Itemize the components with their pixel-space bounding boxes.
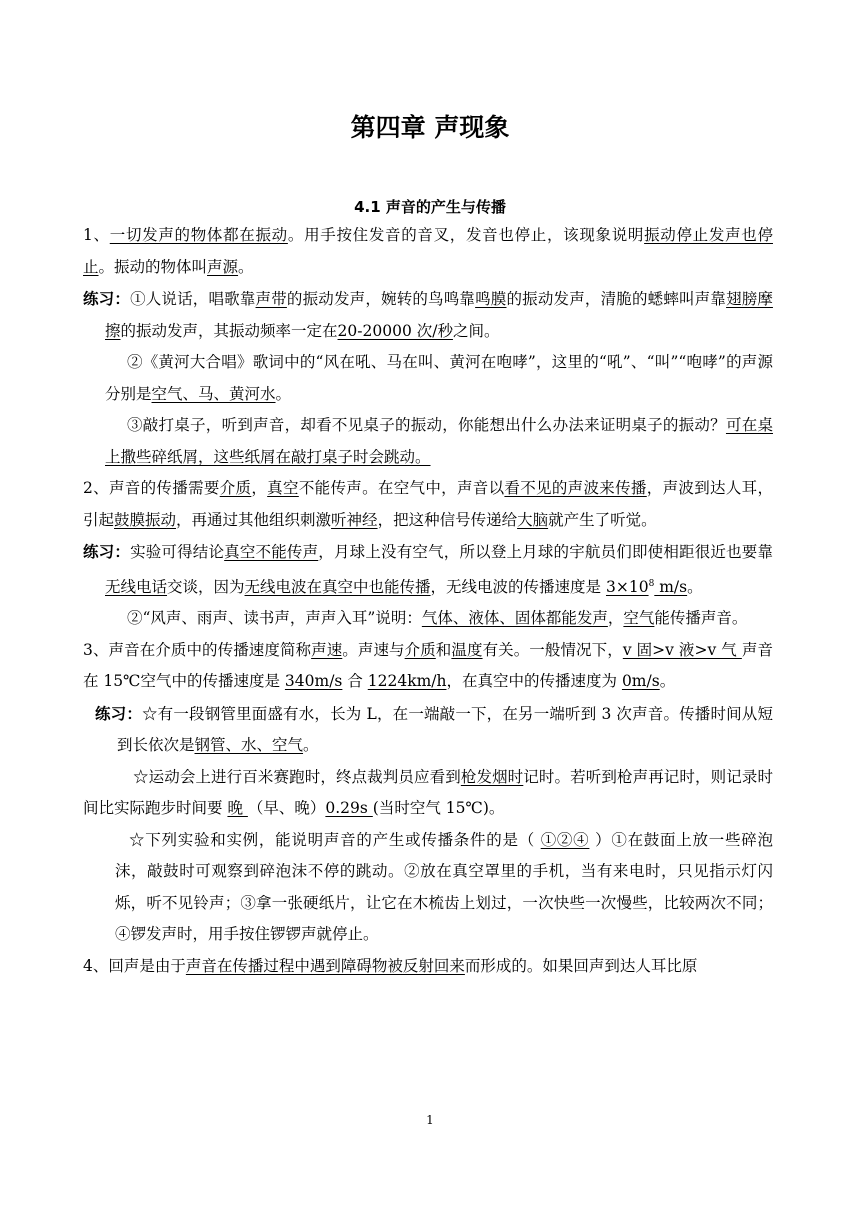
paragraph-4: 4、回声是由于声音在传播过程中遇到障碍物被反射回来而形成的。如果回声到达人耳比原 <box>83 956 698 975</box>
section-title: 4.1 声音的产生与传播 <box>354 198 506 216</box>
exercise-3-1: 练习：☆有一段钢管里面盛有水，长为 L，在一端敲一下，在另一端听到 3 次声音。传播时间从短到长依次是钢管、水、空气。 <box>95 703 773 754</box>
exercise-1-3: ③敲打桌子，听到声音，却看不见桌子的振动，你能想出什么办法来证明桌子的振动？可在桌上撒些碎纸屑，这些纸屑在敲打桌子时会跳动。 <box>105 416 773 466</box>
paragraph-1: 1、一切发声的物体都在振动。用手按住发音的音叉，发音也停止，该现象说明振动停止发声也停止。振动的物体叫声源。 <box>83 226 773 276</box>
exercise-3-2: ☆运动会上进行百米赛跑时，终点裁判员应看到枪发烟时记时。若听到枪声再记时，则记录时间比实际跑步时间要 晚 （早、晚）0.29s (当时空气 15℃)。 <box>83 767 773 817</box>
exercise-2-2: ②“风声、雨声、读书声，声声入耳”说明：气体、液体、固体都能发声，空气能传播声音。 <box>127 609 748 627</box>
exercise-2-1: 练习：实验可得结论真空不能传声，月球上没有空气，所以登上月球的宇航员们即使相距很近也要靠无线电话交谈，因为无线电波在真空中也能传播，无线电波的传播速度是 $3\times 10^8$ m/s。 <box>83 542 773 596</box>
exercise-1-1: 练习：①人说话，唱歌靠声带的振动发声，婉转的鸟鸣靠鸣膜的振动发声，清脆的蟋蟀叫声靠翅膀摩擦的振动发声，其振动频率一定在20-20000 次/秒之间。 <box>83 289 773 340</box>
document-body <box>83 220 773 982</box>
exercise-3-3: ☆下列实验和实例，能说明声音的产生或传播条件的是（ ①②④ ）①在鼓面上放一些碎泡沫，敲鼓时可观察到碎泡沫不停的跳动。②放在真空罩里的手机，当有来电时，只见指示灯闪烁，听不见铃声；③拿一张硬纸片，让它在木梳齿上划过，一次快些一次慢些，比较两次不同；④锣发声时，用手按住锣锣声就停止。 <box>115 830 773 943</box>
chapter-title: 第四章 声现象 <box>350 113 510 142</box>
exercise-1-2: ②《黄河大合唱》歌词中的“风在吼、马在叫、黄河在咆哮”，这里的“吼”、“叫”“咆哮”的声源分别是空气、马、黄河水。 <box>105 353 773 403</box>
paragraph-2: 2、声音的传播需要介质，真空不能传声。在空气中，声音以看不见的声波来传播，声波到达人耳，引起鼓膜振动，再通过其他组织刺激听神经，把这种信号传递给大脑就产生了听觉。 <box>83 479 773 529</box>
paragraph-3: 3、声音在介质中的传播速度简称声速。声速与介质和温度有关。一般情况下，v 固>v 液>v 气 声音在 15℃空气中的传播速度是 340m/s 合 1224km/h，在真空中的传播速度为 0m/s。 <box>83 640 773 690</box>
page-number: 1 <box>426 1113 434 1127</box>
